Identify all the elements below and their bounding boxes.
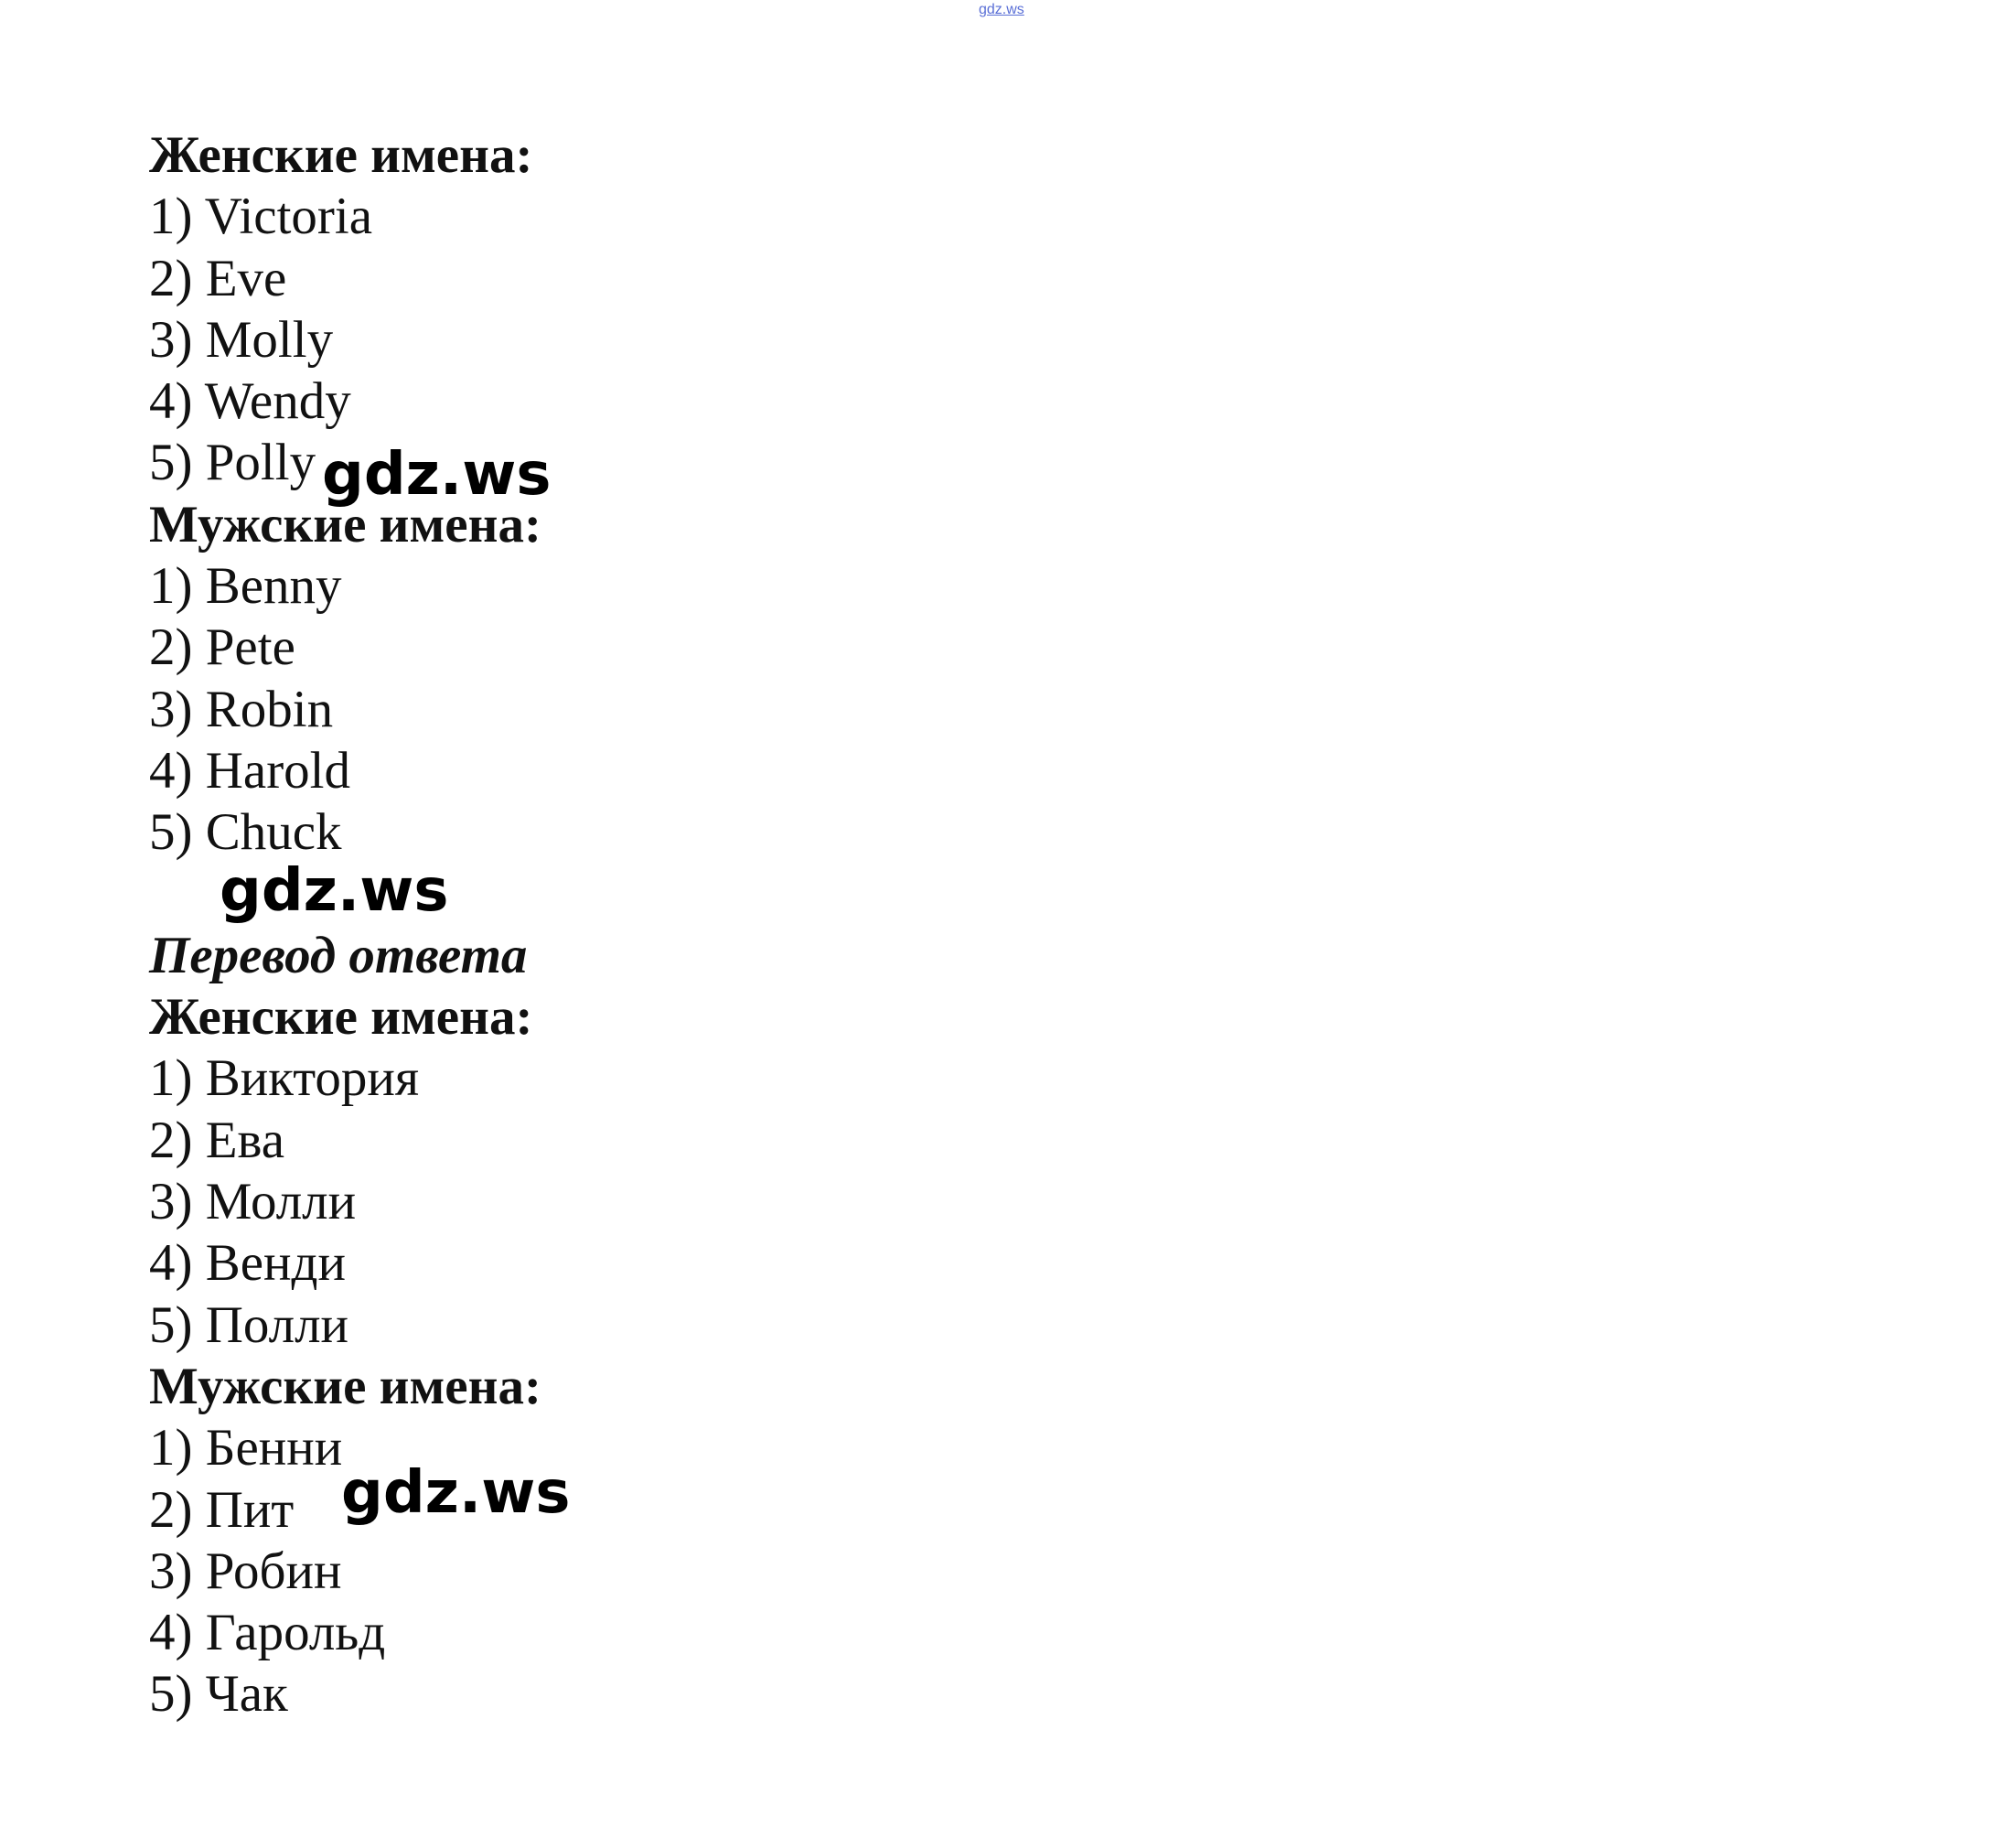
list-item: 5) Polly [149, 434, 316, 492]
list-item: 1) Виктория [149, 1049, 420, 1108]
list-item: 3) Robin [149, 680, 334, 738]
male-names-heading-translated: Мужские имена: [149, 1357, 541, 1415]
list-item: 4) Венди [149, 1234, 347, 1293]
female-names-heading-translated: Женские имена: [149, 988, 533, 1047]
source-link[interactable]: gdz.ws [979, 2, 1024, 17]
list-item: 1) Victoria [149, 188, 373, 246]
list-item: 4) Harold [149, 741, 351, 800]
male-names-heading: Мужские имена: [149, 495, 541, 553]
list-item: 5) Полли [149, 1295, 349, 1354]
list-item: 1) Бенни [149, 1419, 343, 1477]
list-item: 2) Пит [149, 1480, 295, 1539]
list-item: 2) Pete [149, 618, 295, 677]
list-item: 2) Eve [149, 249, 287, 307]
list-item: 3) Молли [149, 1173, 357, 1231]
watermark: gdz.ws [322, 441, 552, 509]
watermark: gdz.ws [220, 857, 449, 925]
list-item: 3) Робин [149, 1542, 342, 1600]
translation-title: Перевод ответа [149, 926, 528, 984]
list-item: 5) Чак [149, 1665, 288, 1724]
list-item: 1) Benny [149, 557, 342, 616]
list-item: 4) Гарольд [149, 1604, 386, 1662]
list-item: 3) Molly [149, 310, 334, 369]
list-item: 5) Chuck [149, 803, 342, 862]
list-item: 2) Ева [149, 1111, 285, 1169]
watermark: gdz.ws [341, 1459, 571, 1527]
female-names-heading: Женские имена: [149, 126, 533, 184]
list-item: 4) Wendy [149, 372, 351, 431]
